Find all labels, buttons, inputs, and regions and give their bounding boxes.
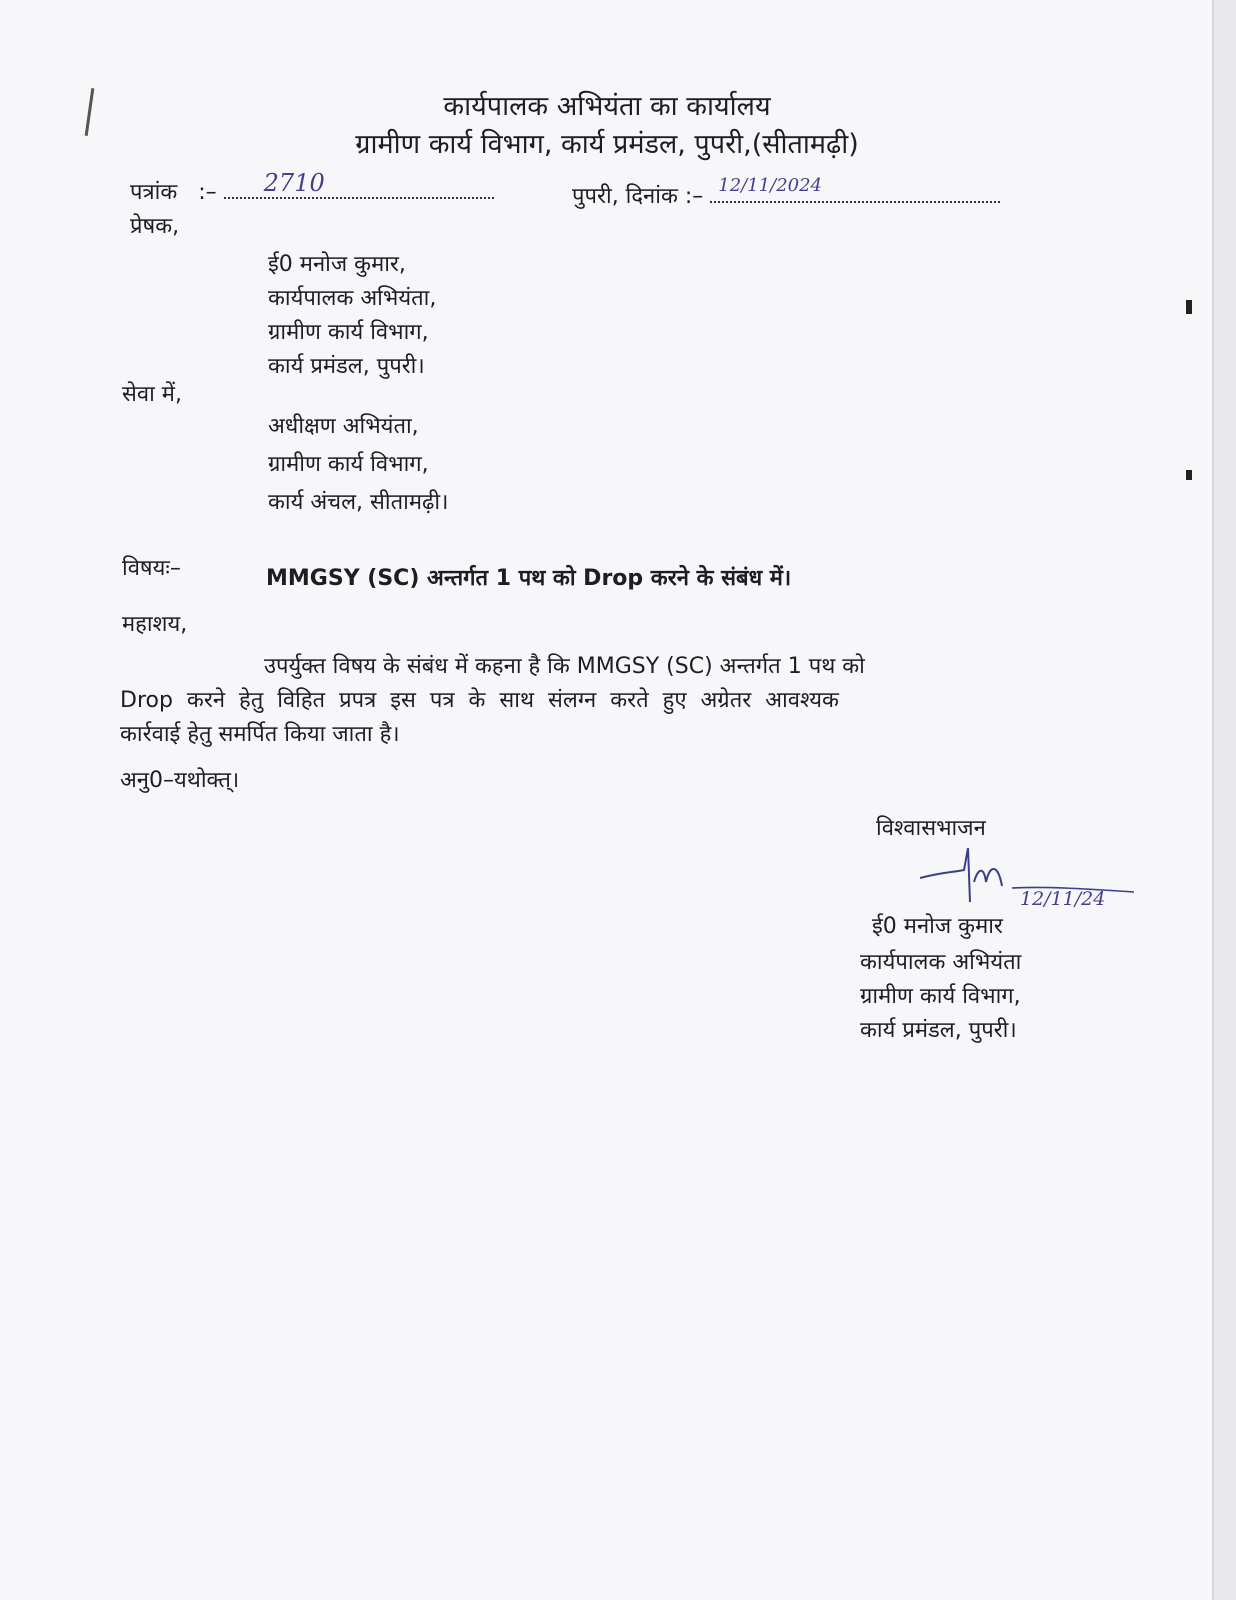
ref-number-field [224, 169, 494, 199]
office-title: कार्यपालक अभियंता का कार्यालय [443, 91, 771, 122]
edge-mark [1186, 300, 1192, 314]
salutation: महाशय, [122, 612, 188, 637]
enclosure: अनु0–यथोक्त्। [120, 768, 240, 793]
ref-label: पत्रांक [130, 180, 178, 205]
recipient-designation: अधीक्षण अभियंता, [268, 414, 419, 439]
sender-designation: कार्यपालक अभियंता, [268, 286, 437, 311]
subject-text: MMGSY (SC) अन्तर्गत 1 पथ को Drop करने के संबंध में। [266, 566, 792, 591]
ref-line [130, 169, 494, 206]
edge-mark [1186, 470, 1192, 480]
place-date-label: पुपरी, दिनांक :– [572, 184, 704, 209]
date-handwritten: 12/11/2024 [718, 175, 823, 196]
sender-name: ई0 मनोज कुमार, [268, 252, 406, 277]
body-paragraph [120, 650, 1090, 752]
signatory-division: कार्य प्रमंडल, पुपरी। [860, 1018, 1017, 1043]
date-field [710, 175, 1000, 203]
date-line [572, 175, 1000, 210]
sender-department: ग्रामीण कार्य विभाग, [268, 320, 429, 345]
office-subtitle: ग्रामीण कार्य विभाग, कार्य प्रमंडल, पुपरी,(सीतामढ़ी) [355, 129, 859, 160]
signatory-department: ग्रामीण कार्य विभाग, [860, 984, 1021, 1009]
recipient-department: ग्रामीण कार्य विभाग, [268, 452, 429, 477]
ref-number-handwritten: 2710 [263, 169, 325, 197]
body-line: Drop करने हेतु विहित प्रपत्र इस पत्र के साथ संलग्न करते हुए अग्रेतर आवश्यक [120, 688, 839, 713]
recipient-circle: कार्य अंचल, सीतामढ़ी। [268, 490, 449, 515]
recipient-label: सेवा में, [122, 382, 182, 407]
subject-label: विषयः– [122, 556, 181, 581]
signatory-name: ई0 मनोज कुमार [872, 914, 1003, 939]
body-line: उपर्युक्त विषय के संबंध में कहना है कि MMGSY (SC) अन्तर्गत 1 पथ को [264, 654, 865, 679]
signature-date-handwritten: 12/11/24 [1020, 888, 1106, 910]
sender-division: कार्य प्रमंडल, पुपरी। [268, 354, 425, 379]
body-line: कार्रवाई हेतु समर्पित किया जाता है। [120, 722, 400, 747]
sender-label: प्रेषक, [130, 214, 180, 239]
signatory-designation: कार्यपालक अभियंता [860, 950, 1022, 975]
closing: विश्वासभाजन [876, 816, 986, 841]
ref-sep: :– [198, 180, 217, 205]
